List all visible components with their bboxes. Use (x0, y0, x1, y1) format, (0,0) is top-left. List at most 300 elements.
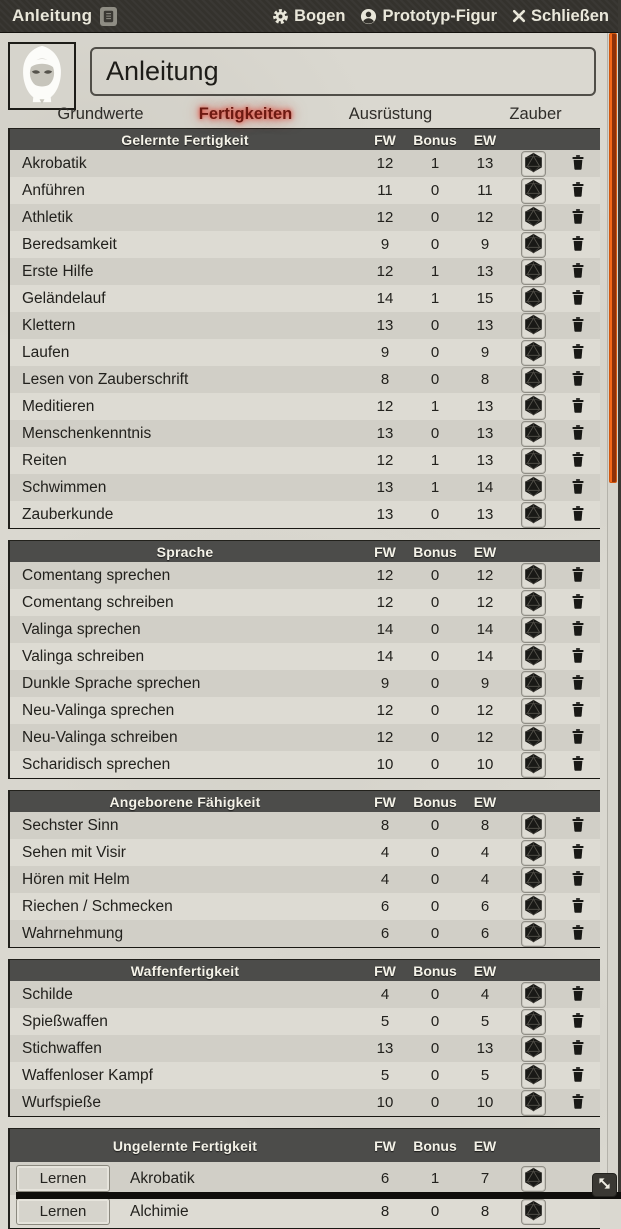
scrollbar-track[interactable] (607, 33, 618, 1199)
delete-skill-button[interactable] (567, 815, 589, 837)
character-header (0, 33, 621, 128)
skill-bonus: 0 (430, 567, 440, 584)
delete-skill-button[interactable] (567, 180, 589, 202)
d20-dice-icon (523, 645, 544, 669)
skill-row (10, 839, 600, 866)
skill-ew: 8 (480, 1203, 490, 1220)
trash-icon (570, 370, 586, 390)
skill-name: Anführen (22, 181, 85, 199)
roll-dice-button[interactable] (521, 340, 546, 366)
skill-fw: 4 (380, 986, 390, 1003)
skill-row (10, 339, 600, 366)
column-header: EW (473, 962, 497, 979)
roll-dice-button[interactable] (521, 894, 546, 920)
skill-fw: 4 (380, 844, 390, 861)
d20-dice-icon (523, 672, 544, 696)
scrollbar-thumb[interactable] (609, 33, 617, 483)
skill-name: Geländelauf (22, 289, 106, 307)
skill-bonus: 0 (430, 1040, 440, 1057)
roll-dice-button[interactable] (521, 1166, 546, 1192)
delete-skill-button[interactable] (567, 1038, 589, 1060)
d20-dice-icon (523, 503, 544, 527)
roll-dice-button[interactable] (521, 421, 546, 447)
roll-dice-button[interactable] (521, 205, 546, 231)
character-name-input[interactable] (90, 47, 596, 96)
trash-cell (556, 180, 600, 202)
d20-dice-icon (523, 564, 544, 588)
skill-fw: 6 (380, 898, 390, 915)
window-titlebar (0, 0, 621, 33)
skill-fw: 12 (376, 398, 394, 415)
trash-icon (570, 897, 586, 917)
skill-row (10, 258, 600, 285)
skill-ew: 11 (477, 182, 493, 199)
skill-name: Wurfspieße (22, 1093, 101, 1111)
skill-bonus: 0 (430, 594, 440, 611)
delete-skill-button[interactable] (567, 504, 589, 526)
roll-dice-button[interactable] (521, 1036, 546, 1062)
trash-icon (570, 701, 586, 721)
skill-row (10, 204, 600, 231)
skill-bonus: 0 (430, 675, 440, 692)
trash-icon (570, 985, 586, 1005)
roll-dice-button[interactable] (521, 752, 546, 778)
skill-ew: 13 (476, 452, 494, 469)
skill-row (10, 670, 600, 697)
resize-handle[interactable] (592, 1173, 617, 1197)
trash-cell (556, 369, 600, 391)
delete-skill-button[interactable] (567, 1065, 589, 1087)
delete-skill-button[interactable] (567, 153, 589, 175)
skill-bonus: 0 (430, 1203, 440, 1220)
dice-cell (510, 1199, 556, 1225)
skill-ew: 13 (476, 155, 494, 172)
delete-skill-button[interactable] (567, 369, 589, 391)
trash-cell (556, 477, 600, 499)
skill-row (10, 447, 600, 474)
tab-grundwerte[interactable]: Grundwerte (57, 105, 144, 123)
delete-skill-button[interactable] (567, 477, 589, 499)
roll-dice-button[interactable] (521, 563, 546, 589)
table-title: Ungelernte Fertigkeit (112, 1137, 258, 1154)
skill-table-section (8, 128, 600, 529)
roll-dice-button[interactable] (521, 590, 546, 616)
skill-bonus: 0 (430, 236, 440, 253)
titlebar-action-schliessen[interactable] (512, 7, 609, 26)
dice-cell (510, 752, 556, 778)
skill-ew: 9 (480, 236, 490, 253)
skill-name: Waffenloser Kampf (22, 1066, 153, 1084)
d20-dice-icon (523, 476, 544, 500)
skill-bonus: 0 (430, 925, 440, 942)
skill-table-section (8, 790, 600, 948)
dice-cell (510, 178, 556, 204)
trash-icon (570, 235, 586, 255)
delete-skill-button[interactable] (567, 342, 589, 364)
skill-fw: 13 (376, 317, 394, 334)
dice-cell (510, 205, 556, 231)
skill-ew: 14 (476, 621, 494, 638)
dice-cell (510, 259, 556, 285)
roll-dice-button[interactable] (521, 502, 546, 528)
skill-fw: 10 (376, 756, 394, 773)
skill-fw: 8 (380, 1203, 390, 1220)
skill-name: Valinga sprechen (22, 620, 141, 638)
skill-ew: 6 (480, 898, 490, 915)
window-title: Anleitung (12, 6, 93, 25)
delete-skill-button[interactable] (567, 842, 589, 864)
skill-bonus: 0 (430, 898, 440, 915)
delete-skill-button[interactable] (567, 869, 589, 891)
d20-dice-icon (523, 1200, 544, 1224)
skill-bonus: 1 (430, 263, 440, 280)
skill-fw: 12 (376, 209, 394, 226)
skill-name: Zauberkunde (22, 505, 114, 523)
d20-dice-icon (523, 449, 544, 473)
trash-cell (556, 673, 600, 695)
dice-cell (510, 1036, 556, 1062)
delete-skill-button[interactable] (567, 288, 589, 310)
roll-dice-button[interactable] (521, 725, 546, 751)
close-icon (512, 9, 526, 23)
roll-dice-button[interactable] (521, 232, 546, 258)
window-bottom-edge (16, 1192, 621, 1199)
skill-row (10, 150, 600, 177)
delete-skill-button[interactable] (567, 1092, 589, 1114)
skill-name: Comentang schreiben (22, 593, 174, 611)
skill-fw: 12 (376, 452, 394, 469)
skill-name: Wahrnehmung (22, 924, 124, 942)
skill-bonus: 0 (430, 844, 440, 861)
delete-skill-button[interactable] (567, 261, 589, 283)
delete-skill-button[interactable] (567, 423, 589, 445)
trash-icon (570, 566, 586, 586)
trash-icon (570, 1012, 586, 1032)
skill-ew: 5 (480, 1013, 490, 1030)
trash-cell (556, 234, 600, 256)
skill-ew: 13 (476, 317, 494, 334)
skill-bonus: 0 (430, 817, 440, 834)
skill-row (10, 1035, 600, 1062)
trash-icon (570, 181, 586, 201)
skill-bonus: 0 (430, 986, 440, 1003)
roll-dice-button[interactable] (521, 1009, 546, 1035)
skill-bonus: 0 (430, 1094, 440, 1111)
skill-name: Akrobatik (22, 154, 87, 172)
delete-skill-button[interactable] (567, 565, 589, 587)
trash-icon (570, 816, 586, 836)
skill-name: Dunkle Sprache sprechen (22, 674, 201, 692)
delete-skill-button[interactable] (567, 315, 589, 337)
roll-dice-button[interactable] (521, 644, 546, 670)
skill-name: Klettern (22, 316, 76, 334)
d20-dice-icon (523, 233, 544, 257)
dice-cell (510, 698, 556, 724)
learn-skill-button[interactable]: Lernen (16, 1165, 110, 1192)
trash-icon (570, 755, 586, 775)
skill-row (10, 1008, 600, 1035)
tab-ausruestung[interactable]: Ausrüstung (348, 105, 433, 123)
skill-fw: 13 (376, 1040, 394, 1057)
skill-name: Athletik (22, 208, 73, 226)
skill-name: Erste Hilfe (22, 262, 94, 280)
trash-cell (556, 1011, 600, 1033)
table-header-row (10, 128, 600, 150)
dice-cell (510, 448, 556, 474)
dice-cell (510, 367, 556, 393)
skill-row (10, 1062, 600, 1089)
skill-bonus: 0 (430, 729, 440, 746)
skill-bonus: 1 (430, 479, 440, 496)
roll-dice-button[interactable] (521, 259, 546, 285)
skill-row (10, 312, 600, 339)
skill-row (10, 501, 600, 528)
skill-ew: 12 (476, 594, 494, 611)
trash-icon (570, 262, 586, 282)
roll-dice-button[interactable] (521, 867, 546, 893)
dice-cell (510, 725, 556, 751)
roll-dice-button[interactable] (521, 394, 546, 420)
skill-ew: 7 (480, 1170, 490, 1187)
delete-skill-button[interactable] (567, 700, 589, 722)
tab-fertigkeiten[interactable]: Fertigkeiten (198, 105, 293, 123)
skill-table-section (8, 540, 600, 779)
skill-bonus: 0 (430, 871, 440, 888)
skill-name: Akrobatik (130, 1169, 195, 1187)
d20-dice-icon (523, 726, 544, 750)
delete-skill-button[interactable] (567, 754, 589, 776)
character-sheet-page (0, 33, 621, 1220)
dice-cell (510, 151, 556, 177)
skill-ew: 12 (476, 729, 494, 746)
delete-skill-button[interactable] (567, 646, 589, 668)
skill-bonus: 0 (430, 506, 440, 523)
skill-fw: 14 (376, 648, 394, 665)
skill-row (10, 866, 600, 893)
skill-bonus: 0 (430, 1013, 440, 1030)
column-header: FW (374, 793, 396, 810)
delete-skill-button[interactable] (567, 1011, 589, 1033)
column-header: FW (374, 1137, 396, 1154)
dice-cell (510, 617, 556, 643)
skill-row (10, 562, 600, 589)
roll-dice-button[interactable] (521, 178, 546, 204)
avatar-button[interactable] (8, 42, 76, 110)
skill-name: Neu-Valinga sprechen (22, 701, 175, 719)
dice-cell (510, 286, 556, 312)
delete-skill-button[interactable] (567, 396, 589, 418)
skill-name: Meditieren (22, 397, 95, 415)
tab-zauber[interactable]: Zauber (509, 105, 562, 123)
skill-fw: 13 (376, 479, 394, 496)
d20-dice-icon (523, 753, 544, 777)
skill-row (10, 177, 600, 204)
roll-dice-button[interactable] (521, 698, 546, 724)
skill-bonus: 1 (430, 290, 440, 307)
trash-icon (570, 451, 586, 471)
delete-skill-button[interactable] (567, 450, 589, 472)
trash-cell (556, 842, 600, 864)
trash-cell (556, 207, 600, 229)
column-header: FW (374, 962, 396, 979)
learn-skill-button[interactable]: Lernen (16, 1198, 110, 1225)
trash-icon (570, 397, 586, 417)
trash-cell (556, 923, 600, 945)
skill-ew: 10 (476, 756, 494, 773)
roll-dice-button[interactable] (521, 448, 546, 474)
trash-cell (556, 342, 600, 364)
trash-icon (570, 1066, 586, 1086)
trash-cell (556, 815, 600, 837)
roll-dice-button[interactable] (521, 367, 546, 393)
skill-row (10, 474, 600, 501)
titlebar-action-bogen[interactable] (272, 7, 345, 26)
delete-skill-button[interactable] (567, 673, 589, 695)
skill-row (10, 393, 600, 420)
titlebar-action-prototyp[interactable] (360, 7, 497, 26)
roll-dice-button[interactable] (521, 151, 546, 177)
skill-name: Spießwaffen (22, 1012, 108, 1030)
roll-dice-button[interactable] (521, 1199, 546, 1225)
skill-ew: 13 (476, 398, 494, 415)
delete-skill-button[interactable] (567, 619, 589, 641)
roll-dice-button[interactable] (521, 813, 546, 839)
skill-tables (8, 128, 600, 1229)
skill-fw: 5 (380, 1013, 390, 1030)
skill-row (10, 893, 600, 920)
trash-icon (570, 924, 586, 944)
skill-fw: 12 (376, 567, 394, 584)
trash-icon (570, 843, 586, 863)
dice-cell (510, 340, 556, 366)
dice-cell (510, 313, 556, 339)
skill-name: Neu-Valinga schreiben (22, 728, 178, 746)
column-header: FW (374, 131, 396, 148)
table-title: Sprache (156, 543, 214, 560)
roll-dice-button[interactable] (521, 1090, 546, 1116)
skill-name: Stichwaffen (22, 1039, 102, 1057)
skill-name: Scharidisch sprechen (22, 755, 171, 773)
trash-icon (570, 674, 586, 694)
roll-dice-button[interactable] (521, 286, 546, 312)
dice-cell (510, 671, 556, 697)
roll-dice-button[interactable] (521, 671, 546, 697)
column-header: FW (374, 543, 396, 560)
roll-dice-button[interactable] (521, 921, 546, 947)
trash-cell (556, 754, 600, 776)
titlebar-action-label: Prototyp-Figur (382, 6, 498, 25)
d20-dice-icon (523, 1167, 544, 1191)
skill-row (10, 920, 600, 947)
d20-dice-icon (523, 841, 544, 865)
skill-bonus: 0 (430, 756, 440, 773)
trash-icon (570, 647, 586, 667)
skill-row (10, 1195, 600, 1228)
skill-ew: 4 (480, 986, 490, 1003)
trash-cell (556, 1038, 600, 1060)
skill-bonus: 0 (430, 182, 440, 199)
delete-skill-button[interactable] (567, 923, 589, 945)
resize-arrows-icon (597, 1176, 612, 1194)
d20-dice-icon (523, 422, 544, 446)
dice-cell (510, 644, 556, 670)
trash-cell (556, 984, 600, 1006)
trash-cell (556, 1065, 600, 1087)
skill-fw: 11 (377, 182, 393, 199)
skill-bonus: 0 (430, 317, 440, 334)
skill-fw: 10 (376, 1094, 394, 1111)
trash-icon (570, 289, 586, 309)
table-header-row (10, 959, 600, 981)
trash-icon (570, 478, 586, 498)
dice-cell (510, 475, 556, 501)
skill-name: Lesen von Zauberschrift (22, 370, 189, 388)
skill-ew: 15 (476, 290, 494, 307)
skill-bonus: 0 (430, 1067, 440, 1084)
roll-dice-button[interactable] (521, 617, 546, 643)
delete-skill-button[interactable] (567, 234, 589, 256)
titlebar-action-label: Schließen (531, 6, 609, 25)
skill-fw: 9 (380, 675, 390, 692)
skill-row (10, 366, 600, 393)
trash-icon (570, 1039, 586, 1059)
delete-skill-button[interactable] (567, 896, 589, 918)
trash-cell (556, 423, 600, 445)
dice-cell (510, 590, 556, 616)
trash-cell (556, 504, 600, 526)
delete-skill-button[interactable] (567, 592, 589, 614)
skill-name: Schilde (22, 985, 73, 1003)
delete-skill-button[interactable] (567, 207, 589, 229)
d20-dice-icon (523, 1091, 544, 1115)
skill-name: Hören mit Helm (22, 870, 130, 888)
roll-dice-button[interactable] (521, 840, 546, 866)
trash-icon (570, 620, 586, 640)
d20-dice-icon (523, 368, 544, 392)
roll-dice-button[interactable] (521, 982, 546, 1008)
roll-dice-button[interactable] (521, 1063, 546, 1089)
delete-skill-button[interactable] (567, 984, 589, 1006)
skill-name: Sechster Sinn (22, 816, 119, 834)
trash-icon (570, 728, 586, 748)
trash-icon (570, 343, 586, 363)
roll-dice-button[interactable] (521, 313, 546, 339)
skill-fw: 12 (376, 263, 394, 280)
skill-row (10, 231, 600, 258)
skill-ew: 4 (480, 844, 490, 861)
skill-ew: 14 (476, 479, 494, 496)
skill-bonus: 0 (430, 648, 440, 665)
trash-icon (570, 593, 586, 613)
trash-cell (556, 315, 600, 337)
skill-ew: 8 (480, 817, 490, 834)
d20-dice-icon (523, 983, 544, 1007)
skill-bonus: 0 (430, 621, 440, 638)
d20-dice-icon (523, 1037, 544, 1061)
skill-name: Riechen / Schmecken (22, 897, 173, 915)
delete-skill-button[interactable] (567, 727, 589, 749)
dice-cell (510, 982, 556, 1008)
skill-fw: 6 (380, 1170, 390, 1187)
table-header-row (10, 1128, 600, 1162)
d20-dice-icon (523, 591, 544, 615)
skill-table-section (8, 1128, 600, 1229)
skill-name: Menschenkenntnis (22, 424, 152, 442)
roll-dice-button[interactable] (521, 475, 546, 501)
skill-row (10, 420, 600, 447)
dice-cell (510, 502, 556, 528)
skill-ew: 13 (476, 263, 494, 280)
